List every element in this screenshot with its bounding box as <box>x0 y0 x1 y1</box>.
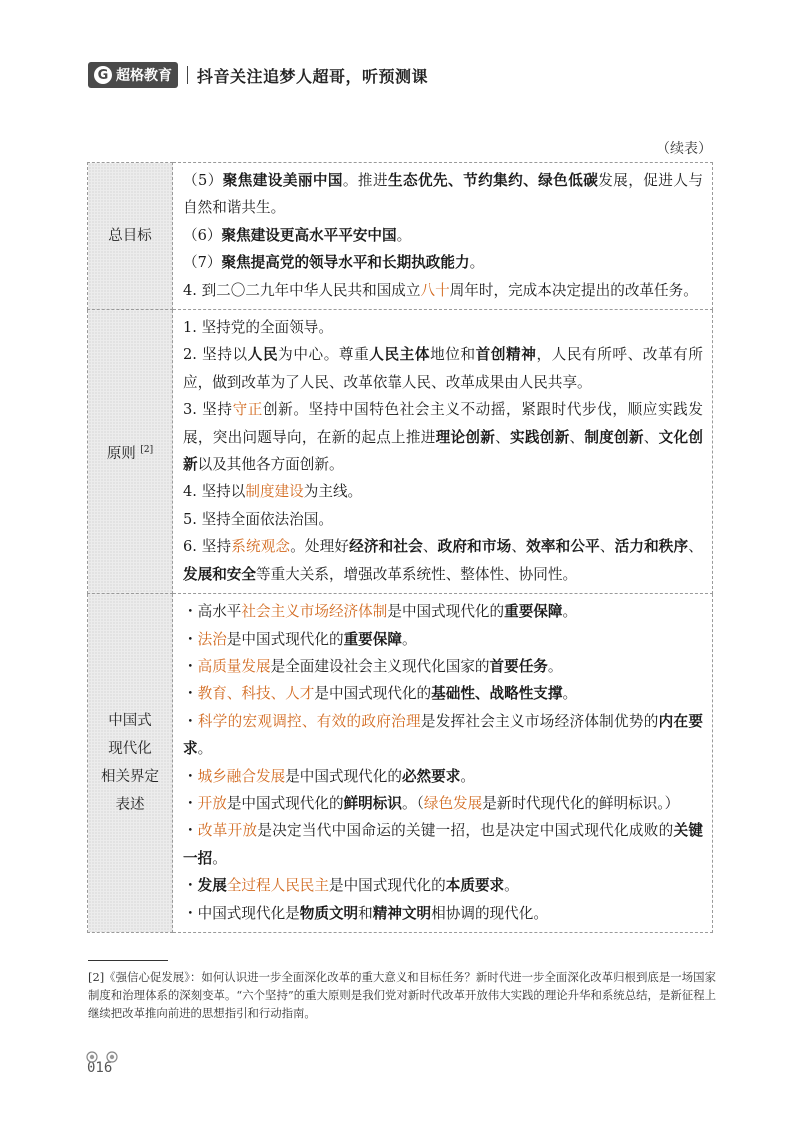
bold-text: 实践创新 <box>509 428 570 446</box>
highlight-text: 八十 <box>420 281 450 299</box>
highlight-text: 科学的宏观调控、有效的政府治理 <box>197 712 421 730</box>
content-line: （7）聚焦提高党的领导水平和长期执政能力。 <box>183 254 485 272</box>
bold-text: 首创精神 <box>475 346 537 364</box>
bold-text: 活力和秩序 <box>614 538 689 556</box>
brand-logo-icon: G <box>94 66 112 84</box>
bold-text: 政府和市场 <box>437 538 512 556</box>
content-line: ・教育、科技、人才是中国式现代化的基础性、战略性支撑。 <box>183 685 578 703</box>
bold-text: 鲜明标识 <box>343 794 402 812</box>
bold-text: 基础性、战略性支撑 <box>431 685 563 703</box>
bold-text: 文化创新 <box>183 428 703 474</box>
bold-text: 人民主体 <box>369 346 431 364</box>
bold-text: 发展 <box>197 877 227 895</box>
row-category: 中国式 现代化 相关界定 表述 <box>88 594 173 933</box>
page-number <box>87 1060 112 1076</box>
bold-text: 精神文明 <box>372 904 432 922</box>
table-row <box>88 310 713 594</box>
row-category: 总目标 <box>88 163 173 310</box>
row-category: 原则 [2] <box>88 310 173 594</box>
footnote-ref: [2] <box>140 444 154 455</box>
content-line: ・中国式现代化是物质文明和精神文明相协调的现代化。 <box>183 904 548 922</box>
content-line: （5）聚焦建设美丽中国。推进生态优先、节约集约、绿色低碳发展，促进人与自然和谐共生。 <box>183 172 703 217</box>
content-line: 2. 坚持以人民为中心。尊重人民主体地位和首创精神，人民有所呼、改革有所应，做到改革为了人民、改革依靠人民、改革成果由人民共享。 <box>183 346 703 391</box>
footnote: [2]《强信心促发展》：如何认识进一步全面深化改革的重大意义和目标任务？新时代进一步全面深化改革归根到底是一场国家制度和治理体系的深刻变革。“六个坚持”的重大原则是我们党对新时代改革开放伟大实践的理论升华和系统总结，是新征程上继续把改革推向前进的思想指引和行动指南。 <box>88 970 716 1020</box>
highlight-text: 教育、科技、人才 <box>197 685 315 703</box>
bold-text: 首要任务 <box>489 657 548 675</box>
highlight-text: 开放 <box>197 794 227 812</box>
page-number-text: 016 <box>87 1060 113 1076</box>
highlight-text: 高质量发展 <box>197 657 271 675</box>
content-line: 4. 坚持以制度建设为主线。 <box>183 483 363 501</box>
content-line: ・科学的宏观调控、有效的政府治理是发挥社会主义市场经济体制优势的内在要求。 <box>183 712 703 758</box>
row-content <box>173 310 713 594</box>
bold-text: 人民 <box>247 346 279 364</box>
content-line: ・发展全过程人民民主是中国式现代化的本质要求。 <box>183 877 519 895</box>
highlight-text: 系统观念 <box>231 538 291 556</box>
bold-text: 制度创新 <box>584 428 644 446</box>
highlight-text: 制度建设 <box>245 483 304 501</box>
bold-text: 理论创新 <box>435 428 496 446</box>
header-divider <box>187 66 188 84</box>
bold-text: 聚焦建设美丽中国 <box>222 172 343 189</box>
header-title: 抖音关注追梦人超哥，听预测课 <box>197 66 429 86</box>
content-line: 3. 坚持守正创新。坚持中国特色社会主义不动摇，紧跟时代步伐，顺应实践发展，突出问题导向，在新的起点上推进理论创新、实践创新、制度创新、文化创新以及其他各方面创新。 <box>183 401 703 474</box>
brand-name: 超格教育 <box>116 68 172 84</box>
highlight-text: 社会主义市场经济体制 <box>241 603 388 621</box>
page-header <box>88 60 428 90</box>
table-row <box>88 163 713 310</box>
panda-ears-icon <box>85 1048 119 1064</box>
highlight-text: 守正 <box>232 401 263 419</box>
bold-text: 聚焦建设更高水平平安中国 <box>221 226 397 244</box>
bold-text: 内在要求 <box>183 712 703 758</box>
bold-text: 生态优先、节约集约、绿色低碳 <box>387 172 599 189</box>
content-line: 4. 到二〇二九年中华人民共和国成立八十周年时，完成本决定提出的改革任务。 <box>183 281 698 299</box>
bold-text: 经济和社会 <box>349 538 423 556</box>
bold-text: 本质要求 <box>445 877 505 895</box>
table-row <box>88 594 713 933</box>
bold-text: 必然要求 <box>401 767 461 785</box>
highlight-text: 改革开放 <box>197 822 258 840</box>
content-line: ・城乡融合发展是中国式现代化的必然要求。 <box>183 767 475 785</box>
content-line: 1. 坚持党的全面领导。 <box>183 319 333 337</box>
summary-table <box>87 162 713 933</box>
bold-text: 物质文明 <box>299 904 359 922</box>
content-line: ・高水平社会主义市场经济体制是中国式现代化的重要保障。 <box>183 603 578 621</box>
row-content <box>173 594 713 933</box>
content-line: 6. 坚持系统观念。处理好经济和社会、政府和市场、效率和公平、活力和秩序、发展和安全等重大关系，增强改革系统性、整体性、协同性。 <box>183 538 703 583</box>
content-line: ・高质量发展是全面建设社会主义现代化国家的首要任务。 <box>183 657 563 675</box>
bold-text: 聚焦提高党的领导水平和长期执政能力 <box>221 254 470 272</box>
highlight-text: 城乡融合发展 <box>197 767 286 785</box>
bold-text: 重要保障 <box>343 630 402 648</box>
highlight-text: 全过程人民民主 <box>226 877 329 895</box>
footnote-rule <box>88 960 168 961</box>
highlight-text: 法治 <box>197 630 227 648</box>
content-line: ・开放是中国式现代化的鲜明标识。（绿色发展是新时代现代化的鲜明标识。） <box>183 794 680 812</box>
bold-text: 效率和公平 <box>526 538 600 556</box>
content-line: ・法治是中国式现代化的重要保障。 <box>183 630 417 648</box>
bold-text: 关键一招 <box>183 822 703 867</box>
row-content <box>173 163 713 310</box>
content-line: 5. 坚持全面依法治国。 <box>183 510 333 528</box>
content-line: （6）聚焦建设更高水平平安中国。 <box>183 226 412 244</box>
continuation-label: （续表） <box>656 141 712 157</box>
brand-badge <box>88 62 178 88</box>
highlight-text: 绿色发展 <box>423 794 483 812</box>
bold-text: 发展和安全 <box>183 565 256 583</box>
bold-text: 重要保障 <box>504 603 563 621</box>
content-line: ・改革开放是决定当代中国命运的关键一招，也是决定中国式现代化成败的关键一招。 <box>183 822 703 867</box>
